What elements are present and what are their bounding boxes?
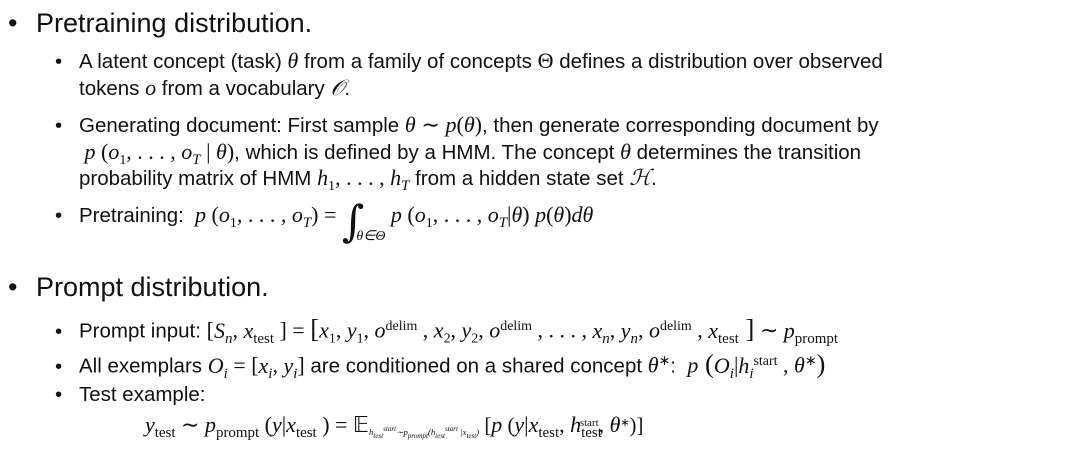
section-pretraining-heading: • Pretraining distribution. — [8, 8, 313, 38]
bullet-latent-concept-cont: tokens o from a vocabulary 𝒪. — [79, 75, 351, 100]
bullet-icon: • — [55, 50, 63, 73]
bullet-icon: • — [55, 204, 63, 227]
bullet-prompt-input: • Prompt input: [$S_n$, $x_{test}$ ] = [$x_1$, $y_1$, $o^{delim}$ , $x_2$, $y_2$, $o^{delim}$ , . . . , $x_n$, $y_n$, $o^{delim}$ , $x_{test}$ ] ∼ $p_{prompt}$ — [55, 313, 838, 347]
bullet-icon: • — [8, 272, 18, 302]
bullet-icon: • — [55, 354, 63, 378]
bullet-generating-document: • Generating document: First sample θ ∼ p(θ), then generate corresponding document by — [55, 112, 879, 137]
bullet-pretraining-formula: • Pretraining: p ($o_1$, . . . , $o_T) = \int_{\theta\in\Theta}$ p ($o_1$, . . . , $o_T|\theta$) p(θ)dθ — [55, 196, 594, 247]
section-prompt-heading: • Prompt distribution. — [8, 272, 269, 302]
bullet-exemplars: • All exemplars $O_i = [x_i$, $y_i$] are conditioned on a shared concept θ∗: p ($O_i|h_i^{start}$ , θ∗) — [55, 348, 826, 382]
bullet-test-example: • Test example: — [55, 383, 206, 406]
bullet-icon: • — [55, 319, 63, 343]
bullet-generating-document-cont1: p ($o_1$, . . . , $o_T$ | θ), which is defined by a HMM. The concept θ determines the transition — [79, 139, 862, 169]
bullet-icon: • — [55, 383, 63, 406]
test-example-equation: $y_{test}$ ∼ $p_{prompt}$ ($y|x_{test}$ ) = 𝔼$_{h_{test}^{start}\sim p_{prompt}(h_{test}^{start} |x_{test})}$ [p ($y|x_{test}$, $h_{test}^{start}$, θ∗)] — [145, 412, 644, 442]
bullet-latent-concept: • A latent concept (task) θ from a family of concepts Θ defines a distribution over observed — [55, 48, 883, 73]
bullet-icon: • — [55, 114, 63, 137]
bullet-generating-document-cont2: probability matrix of HMM $h_1$, . . . , $h_T$ from a hidden state set ℋ. — [79, 165, 657, 195]
bullet-icon: • — [8, 8, 18, 38]
